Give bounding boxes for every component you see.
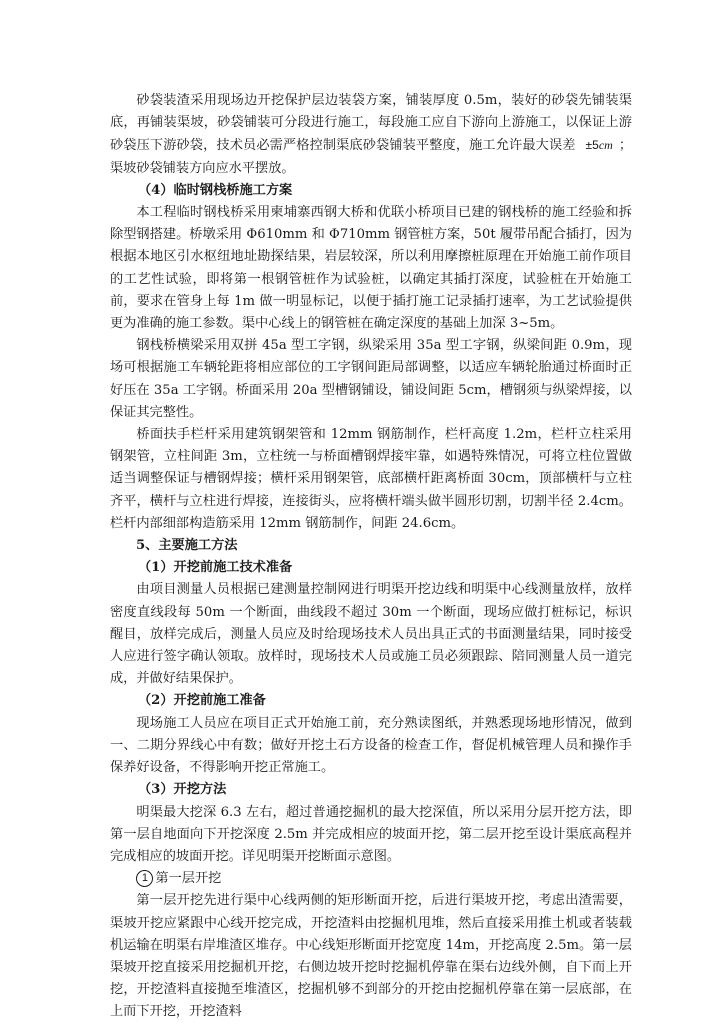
paragraph-first-layer-excavation: 第一层开挖先进行渠中心线两侧的矩形断面开挖，后进行渠坡开挖，考虑出渣需要，渠坡开挖应紧跟中心线开挖完成，开挖渣料由挖掘机甩堆，然后直接采用推土机或者装载机运输在明渠右岸堆渣区堆存。中心线矩形断面开挖宽度 14m，开挖高度 2.5m。第一层渠坡开挖直接采用挖掘机开挖，右侧边坡开挖时挖掘机停靠在渠右边线外侧，自下而上开挖，开挖渣料直接抛至堆渣区，挖掘机够不到部分的开挖由挖掘机停靠在第一层底部，在上而下开挖，开挖渣料 [110,893,632,1020]
sandbag-text-b: ；渠坡砂袋铺装方向应水平摆放。 [110,138,632,176]
paragraph-technical-preparation: 由项目测量人员根据已建测量控制网进行明渠开挖边线和明渠中心线测量放样，放样密度直线段每 50m 一个断面，曲线段不超过 30m 一个断面，现场应做打桩标记，标识醒目，放样完成后，测量人员应及时给现场技术人员出具正式的书面测量结果，同时接受人应进行签字确认领取。放样时，现场技术人员或施工员必须跟踪、陪同测量人员一道完成，并做好结果保护。 [110,582,632,687]
paragraph-trestle-beams: 钢栈桥横梁采用双拼 45a 型工字钢，纵梁采用 35a 型工字钢，纵梁间距 0.9m，现场可根据施工车辆轮距将相应部位的工字钢间距局部调整，以适应车辆轮胎通过桥面时正好压在 35a 工字钢。桥面采用 20a 型槽钢铺设，铺设间距 5cm，槽钢须与纵梁焊接，以保证其完整性。 [110,338,632,420]
document-page [110,90,632,1024]
circled-number-marker: 1 [136,870,153,887]
heading-excavation-method: （3）开挖方法 [138,782,227,798]
tolerance-unit: cm [598,138,613,153]
subheading-first-layer [110,868,632,890]
tolerance-value [576,138,619,152]
heading-technical-preparation: （1）开挖前施工技术准备 [138,560,293,576]
heading-main-methods: 5、主要施工方法 [136,538,238,554]
paragraph-construction-preparation: 现场施工人员应在项目正式开始施工前，充分熟读图纸，并熟悉现场地形情况，做到一、二期分界线心中有数；做好开挖土石方设备的检查工作，督促机械管理人员和操作手保养好设备，不得影响开挖正常施工。 [110,715,632,776]
paragraph-trestle-piles: 本工程临时钢栈桥采用柬埔寨西钢大桥和优联小桥项目已建的钢栈桥的施工经验和拆除型钢搭建。桥墩采用 Φ610mm 和 Φ710mm 钢管桩方案，50t 履带吊配合插打，因为根据本地区引水枢纽地址勘探结果，岩层较深，所以利用摩擦桩原理在开始施工前作项目的工艺性试验，即将第一根钢管桩作为试验桩，以确定其插打深度，试验桩在开始施工前，要求在管身上每 1m 做一明显标记，以便于插打施工记录插打速率，为工艺试验提供更为准确的施工参数。渠中心线上的钢管桩在确定深度的基础上加深 3~5m。 [110,205,632,332]
paragraph-sandbag-paving [110,90,632,180]
paragraph-excavation-method: 明渠最大挖深 6.3 左右，超过普通挖掘机的最大挖深值，所以采用分层开挖方法，即第一层自地面向下开挖深度 2.5m 并完成相应的坡面开挖，第二层开挖至设计渠底高程并完成相应的坡面开挖。详见明渠开挖断面示意图。 [110,804,632,864]
heading-trestle-bridge: （4）临时钢栈桥施工方案 [138,182,293,198]
first-layer-title: 第一层开挖 [155,871,222,887]
paragraph-trestle-railing: 桥面扶手栏杆采用建筑钢架管和 12mm 钢筋制作，栏杆高度 1.2m，栏杆立柱采用钢架管，立柱间距 3m，立柱统一与桥面槽钢焊接牢靠，如遇特殊情况，可将立柱位置做适当调整保证与槽钢焊接；横杆采用钢架管，底部横杆距离桥面 30cm，顶部横杆与立柱齐平，横杆与立柱进行焊接，连接街头，应将横杆端头做半圆形切割，切割半径 2.4cm。栏杆内部细部构造筋采用 12mm 钢筋制作，间距 24.6cm。 [110,427,632,531]
heading-construction-preparation: （2）开挖前施工准备 [138,693,266,709]
tolerance-prefix: ±5 [585,138,599,153]
sandbag-text-a: 砂袋装渣采用现场边开挖保护层边装袋方案，铺装厚度 0.5m，装好的砂袋先铺装渠底，再铺装渠坡，砂袋铺装可分段进行施工，每段施工应自下游向上游施工，以保证上游砂袋压下游砂袋，技术员必需严格控制渠底砂袋铺装平整度，施工允许最大误差 [110,93,632,154]
